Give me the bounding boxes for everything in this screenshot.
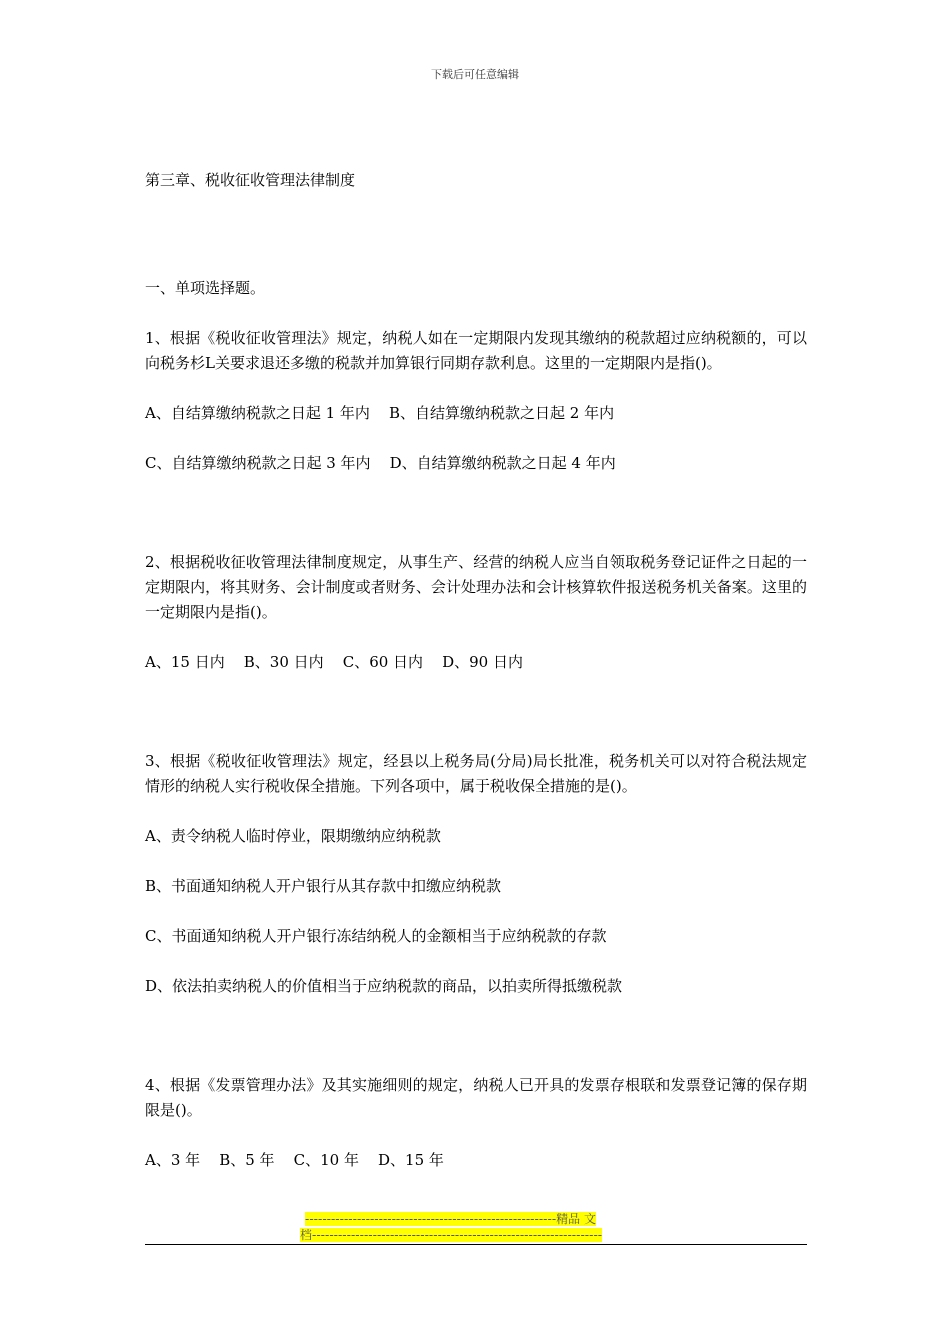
footer-line	[300, 1227, 650, 1243]
question-4	[145, 1073, 807, 1173]
question-stem: 2、根据税收征收管理法律制度规定，从事生产、经营的纳税人应当自领取税务登记证件之日起的一定期限内，将其财务、会计制度或者财务、会计处理办法和会计核算软件报送税务机关备案。这里的一定期限内是指()。	[145, 553, 807, 621]
document-body	[145, 168, 807, 1198]
page-header: 下载后可任意编辑	[431, 68, 519, 81]
option-line: A、自结算缴纳税款之日起 1 年内 B、自结算缴纳税款之日起 2 年内	[145, 404, 615, 422]
option-line: C、书面通知纳税人开户银行冻结纳税人的金额相当于应纳税款的存款	[145, 927, 607, 945]
option-line: A、3 年 B、5 年 C、10 年 D、15 年	[145, 1151, 444, 1169]
question-stem: 4、根据《发票管理办法》及其实施细则的规定，纳税人已开具的发票存根联和发票登记簿的保存期限是()。	[145, 1076, 807, 1119]
chapter-title: 第三章、税收征收管理法律制度	[145, 171, 356, 189]
option-line: D、依法拍卖纳税人的价值相当于应纳税款的商品，以拍卖所得抵缴税款	[145, 977, 623, 995]
question-stem: 1、根据《税收征收管理法》规定，纳税人如在一定期限内发现其缴纳的税款超过应纳税额的，可以向税务杉L关要求退还多缴的税款并加算银行同期存款利息。这里的一定期限内是指()。	[145, 329, 807, 372]
section-title: 一、单项选择题。	[145, 279, 266, 297]
question-2	[145, 550, 807, 675]
option-line: A、责令纳税人临时停业，限期缴纳应纳税款	[145, 827, 441, 845]
footer-divider	[145, 1244, 807, 1245]
option-line: C、自结算缴纳税款之日起 3 年内 D、自结算缴纳税款之日起 4 年内	[145, 454, 616, 472]
question-3	[145, 749, 807, 999]
question-1	[145, 326, 807, 476]
option-line: A、15 日内 B、30 日内 C、60 日内 D、90 日内	[145, 653, 523, 671]
footer-watermark	[300, 1211, 650, 1243]
option-line: B、书面通知纳税人开户银行从其存款中扣缴应纳税款	[145, 877, 502, 895]
footer-line	[300, 1211, 650, 1227]
footer-text: ----------------------------------------------------------精品 文	[305, 1212, 596, 1226]
footer-text: 档-------------------------------------------------------------------	[300, 1228, 603, 1242]
question-stem: 3、根据《税收征收管理法》规定，经县以上税务局(分局)局长批准，税务机关可以对符合税法规定情形的纳税人实行税收保全措施。下列各项中，属于税收保全措施的是()。	[145, 752, 807, 795]
